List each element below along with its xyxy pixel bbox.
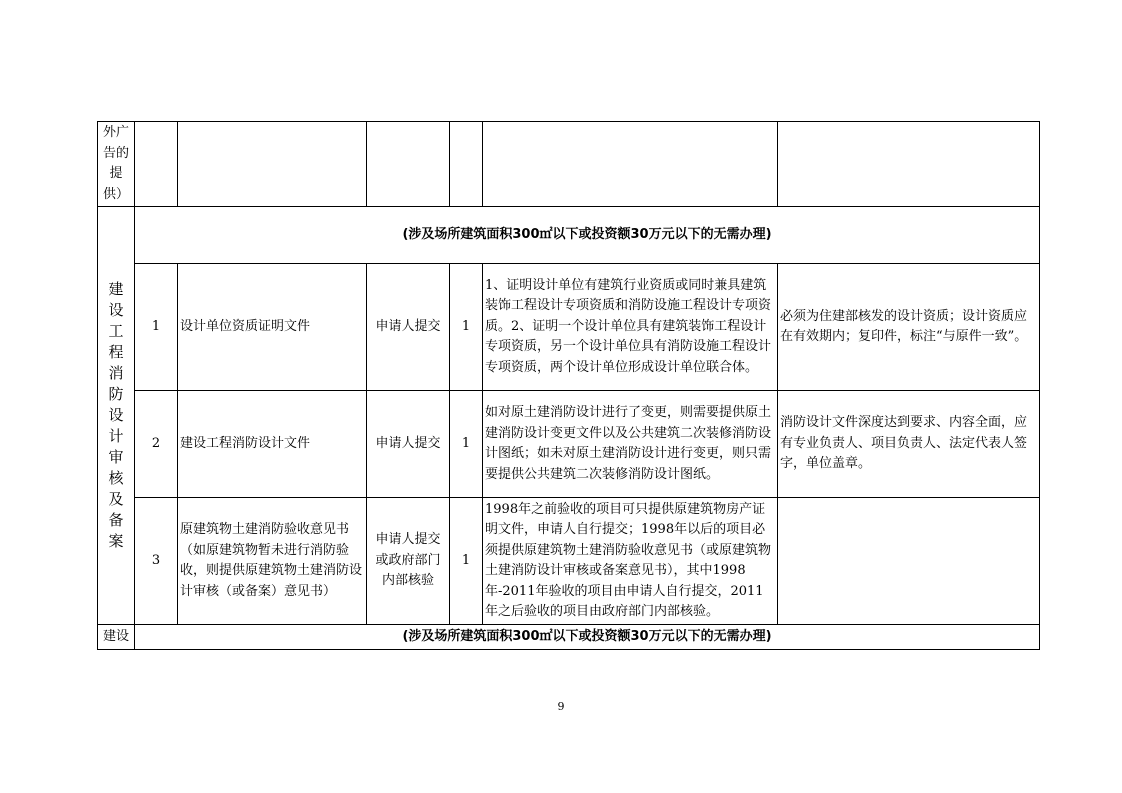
row-count: 1	[450, 264, 483, 391]
table-row	[98, 122, 1040, 207]
section-category-text: 建设工程消防设计审核及备案	[108, 280, 124, 550]
empty-cell	[483, 122, 778, 207]
row-number: 1	[135, 264, 178, 391]
requirements-table	[97, 121, 1040, 650]
bottom-category-text: 建设	[102, 628, 129, 644]
row-count: 1	[450, 391, 483, 498]
banner-cell	[135, 625, 1040, 650]
row-description: 1998年之前验收的项目可只提供原建筑物房产证明文件，申请人自行提交；1998年以后的项目必须提供原建筑物土建消防验收意见书（或原建筑物土建消防设计审核或备案意见书），其中1998年-2011年验收的项目由申请人自行提交，2011年之后验收的项目由政府部门内部核验。	[483, 498, 778, 625]
table-row	[98, 391, 1040, 498]
row-count: 1	[450, 498, 483, 625]
banner-cell	[135, 207, 1040, 264]
empty-cell	[778, 122, 1040, 207]
section-category-cell	[98, 207, 135, 625]
banner-text: (涉及场所建筑面积300㎡以下或投资额30万元以下的无需办理)	[402, 628, 772, 644]
row-description: 如对原土建消防设计进行了变更，则需要提供原土建消防设计变更文件以及公共建筑二次装修消防设计图纸；如未对原土建消防设计进行变更，则只需要提供公共建筑二次装修消防设计图纸。	[483, 391, 778, 498]
row-number: 2	[135, 391, 178, 498]
row-method: 申请人提交	[367, 264, 450, 391]
row-requirement	[778, 498, 1040, 625]
row-requirement: 消防设计文件深度达到要求、内容全面，应有专业负责人、项目负责人、法定代表人签字，单位盖章。	[778, 391, 1040, 498]
empty-cell	[178, 122, 367, 207]
empty-cell	[450, 122, 483, 207]
bottom-category-cell	[98, 625, 135, 650]
row-requirement: 必须为住建部核发的设计资质；设计资质应在有效期内；复印件，标注“与原件一致”。	[778, 264, 1040, 391]
table-row	[98, 625, 1040, 650]
row-method: 申请人提交	[367, 391, 450, 498]
row-name: 设计单位资质证明文件	[178, 264, 367, 391]
page-number: 9	[557, 700, 565, 713]
empty-cell	[367, 122, 450, 207]
table-row	[98, 264, 1040, 391]
empty-cell	[135, 122, 178, 207]
table-row	[98, 207, 1040, 264]
row-method	[367, 498, 450, 625]
row-name: 建设工程消防设计文件	[178, 391, 367, 498]
row-name: 原建筑物土建消防验收意见书（如原建筑物暂未进行消防验收，则提供原建筑物土建消防设计审核（或备案）意见书）	[178, 498, 367, 625]
row-method-text: 申请人提交或政府部门内部核验	[375, 532, 441, 589]
table-row	[98, 498, 1040, 625]
banner-text: (涉及场所建筑面积300㎡以下或投资额30万元以下的无需办理)	[402, 226, 772, 242]
top-category-cell	[98, 122, 135, 207]
row-number: 3	[135, 498, 178, 625]
top-category-text: 外广告的提供）	[102, 125, 129, 202]
row-description: 1、证明设计单位有建筑行业资质或同时兼具建筑装饰工程设计专项资质和消防设施工程设计专项资质。2、证明一个设计单位具有建筑装饰工程设计专项资质，另一个设计单位具有消防设施工程设计专项资质，两个设计单位形成设计单位联合体。	[483, 264, 778, 391]
